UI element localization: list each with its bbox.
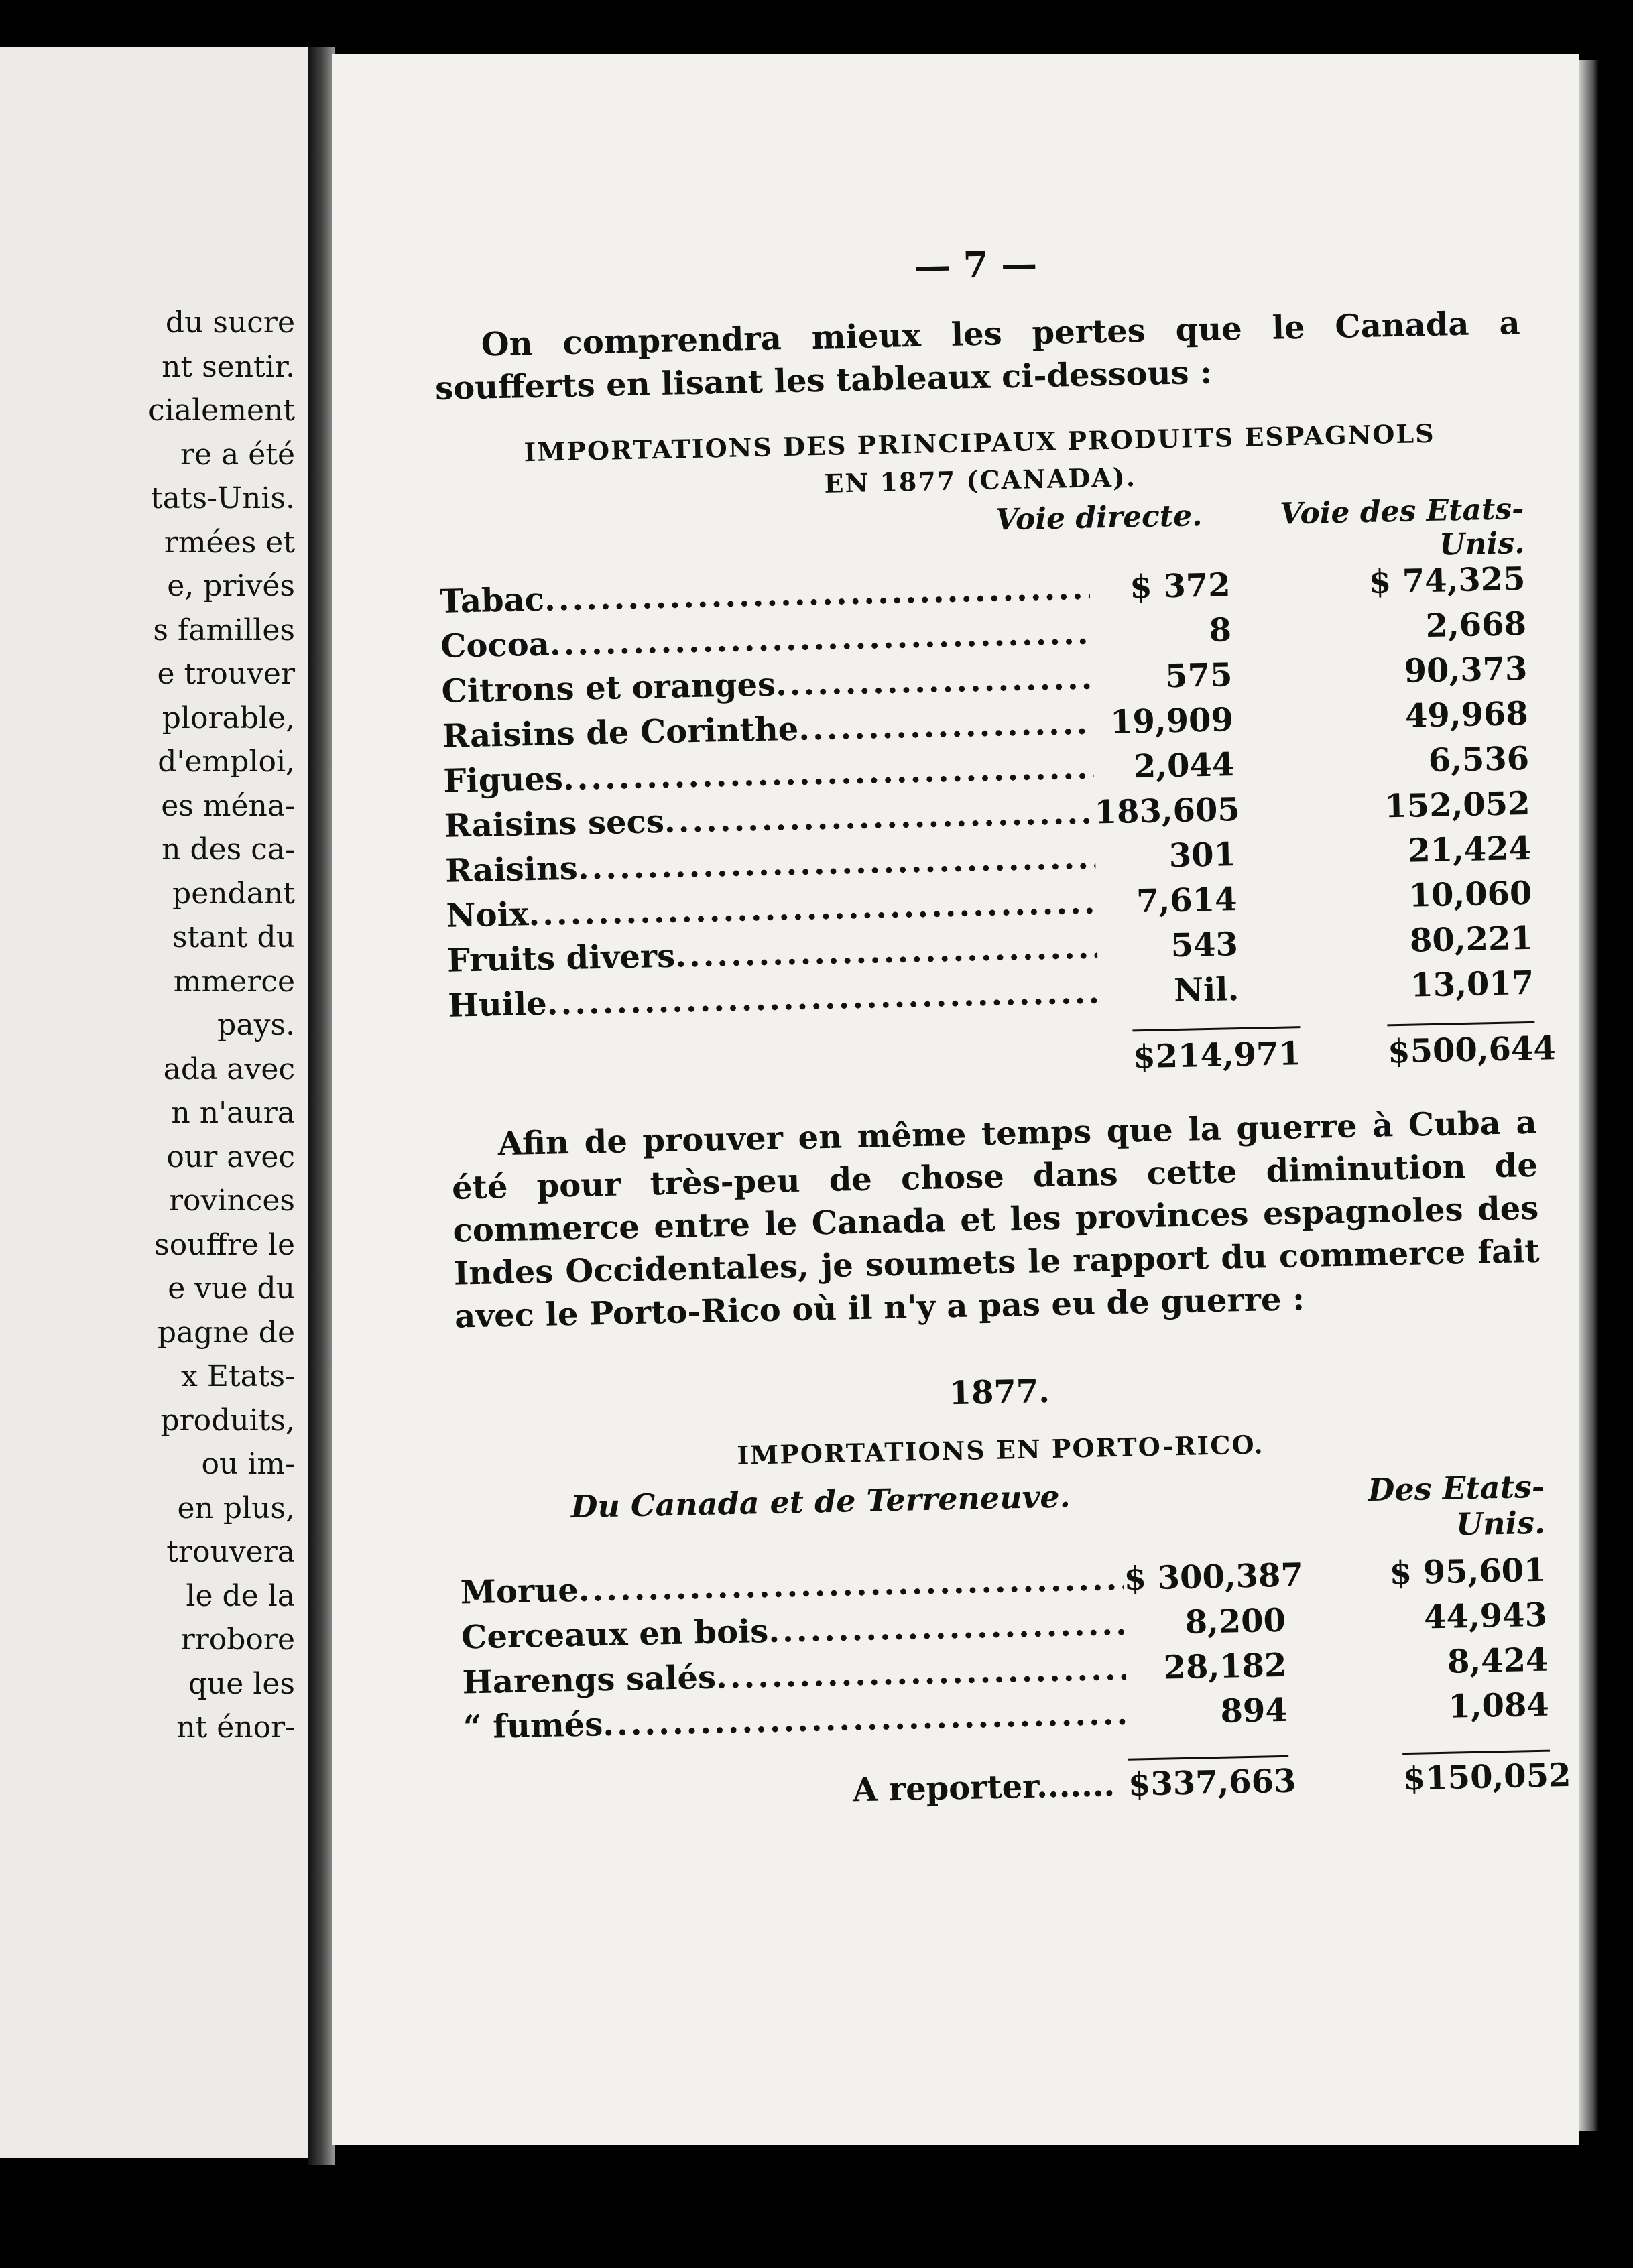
left-text-line: re a été xyxy=(180,437,295,472)
left-text-line: s familles xyxy=(153,613,295,647)
left-text-line: n n'aura xyxy=(171,1096,295,1130)
left-page xyxy=(0,47,315,2158)
left-text-line: ou im- xyxy=(201,1447,295,1481)
row-label: Cocoa xyxy=(440,625,550,666)
table2-body xyxy=(460,1552,1549,1754)
leader-dots xyxy=(798,704,1093,748)
table1-col-us: Voie des Etats-Unis. xyxy=(1279,491,1525,562)
row-value-col1: 19,909 xyxy=(1109,701,1234,741)
row-label: Morue xyxy=(460,1571,579,1612)
table1-title-line1: IMPORTATIONS DES PRINCIPAUX PRODUITS ESPAGNOLS xyxy=(524,418,1435,468)
table1-body xyxy=(439,560,1534,1032)
table1-col-direct: Voie directe. xyxy=(995,499,1203,538)
left-text-line: e trouver xyxy=(157,657,295,691)
left-text-line: stant du xyxy=(172,920,295,954)
row-label: Huile xyxy=(447,985,548,1025)
table2-total-row xyxy=(464,1750,1571,1818)
row-label: Cerceaux en bois xyxy=(461,1612,769,1657)
row-value-col2: 80,221 xyxy=(1409,919,1534,960)
page-edge xyxy=(1579,60,1599,2131)
row-value-col2: 6,536 xyxy=(1428,739,1530,780)
row-value-col1: Nil. xyxy=(1173,970,1239,1010)
left-text-line: e vue du xyxy=(168,1271,295,1306)
row-value-col1: 8 xyxy=(1209,611,1232,649)
row-value-col2: 152,052 xyxy=(1384,784,1531,826)
left-text-line: es ména- xyxy=(161,788,295,823)
row-label: Raisins secs xyxy=(444,802,665,845)
row-value-col2: 90,373 xyxy=(1404,649,1528,690)
left-text-line: rrobore xyxy=(180,1623,295,1657)
left-text-line: x Etats- xyxy=(181,1359,295,1393)
left-text-line: our avec xyxy=(166,1139,295,1174)
book-gutter xyxy=(308,47,335,2165)
left-text-line: que les xyxy=(188,1666,295,1701)
row-label: “ fumés xyxy=(463,1706,603,1747)
left-text-line: pays. xyxy=(217,1008,295,1042)
row-label: Raisins xyxy=(444,849,579,890)
row-value-col2: 10,060 xyxy=(1408,874,1532,915)
row-value-col1: 183,605 xyxy=(1094,790,1241,832)
row-value-col2: 49,968 xyxy=(1404,694,1529,735)
page-content xyxy=(432,232,1571,1817)
row-value-col1: $ 300,387 xyxy=(1124,1556,1304,1598)
leader-dots xyxy=(775,659,1092,704)
row-value-col1: $ 372 xyxy=(1129,566,1231,607)
right-page xyxy=(332,54,1579,2145)
table1-totals xyxy=(449,1021,1557,1090)
left-text-line: souffre le xyxy=(154,1227,295,1262)
left-text-line: nt énor- xyxy=(176,1710,295,1745)
page-number: — 7 — xyxy=(914,242,1038,288)
left-text-line: rmées et xyxy=(164,525,295,560)
left-text-line: produits, xyxy=(160,1403,295,1438)
left-text-line: trouvera xyxy=(166,1535,295,1569)
row-label: Harengs salés xyxy=(462,1658,717,1702)
left-text-line: n des ca- xyxy=(162,832,295,867)
row-value-col2: $ 74,325 xyxy=(1368,560,1526,601)
left-text-line: mmerce xyxy=(173,964,295,999)
table2-total-us: $150,052 xyxy=(1402,1750,1551,1798)
left-text-line: cialement xyxy=(148,393,295,428)
row-value-col1: 543 xyxy=(1170,926,1239,965)
row-value-col1: 8,200 xyxy=(1185,1601,1286,1641)
row-value-col1: 7,614 xyxy=(1136,881,1237,921)
leader-dots xyxy=(768,1605,1126,1650)
row-value-col2: 13,017 xyxy=(1410,964,1534,1005)
table1-total-direct: $214,971 xyxy=(1132,1026,1301,1076)
left-text-line: le de la xyxy=(186,1578,295,1613)
table2-col-canada: Du Canada et de Terreneuve. xyxy=(570,1478,1071,1525)
left-text-line: du sucre xyxy=(165,306,295,340)
intro-paragraph: On comprendra mieux les pertes que le Canada a soufferts en lisant les tableaux ci-dessous : xyxy=(434,304,1521,407)
left-text-line: nt sentir. xyxy=(162,349,295,384)
table2-title: IMPORTATIONS EN PORTO-RICO. xyxy=(736,1429,1265,1470)
left-text-line: tats-Unis. xyxy=(150,481,295,515)
year-heading: 1877. xyxy=(949,1373,1050,1413)
leader-dots xyxy=(578,1560,1124,1609)
row-value-col2: $ 95,601 xyxy=(1389,1551,1547,1592)
table2-total-canada: $337,663 xyxy=(1128,1755,1289,1804)
left-text-line: pendant xyxy=(172,876,295,911)
leader-dots xyxy=(715,1650,1126,1696)
table1-title-line2: EN 1877 (CANADA). xyxy=(824,462,1137,499)
row-value-col1: 894 xyxy=(1219,1691,1288,1730)
row-label: Figues xyxy=(442,760,564,800)
table2-total-label: A reporter....... xyxy=(852,1766,1115,1810)
left-text-line: pagne de xyxy=(157,1315,295,1350)
row-label: Raisins de Corinthe xyxy=(442,710,799,755)
left-text-line: rovinces xyxy=(168,1184,295,1218)
row-value-col2: 8,424 xyxy=(1447,1641,1549,1681)
left-text-line: plorable, xyxy=(162,700,295,735)
row-label: Noix xyxy=(446,895,529,935)
body-paragraph: Afin de prouver en même temps que la guerre à Cuba a été pour très-peu de chose dans cette diminution de commerce entre le Canada et les provinces espagnoles des Indes Occidentales, je soumets le rapport du commerce fait avec le Porto-Rico où il n'y a pas eu de guerre : xyxy=(451,1103,1540,1336)
table1-total-us: $500,644 xyxy=(1387,1021,1535,1071)
left-text-line: e, privés xyxy=(167,569,295,603)
table2-column-headers xyxy=(459,1468,1546,1564)
row-value-col2: 44,943 xyxy=(1423,1596,1548,1637)
row-value-col2: 2,668 xyxy=(1425,605,1527,645)
row-value-col2: 21,424 xyxy=(1407,829,1532,870)
leader-dots xyxy=(675,928,1098,974)
row-value-col1: 301 xyxy=(1168,836,1237,875)
row-value-col1: 28,182 xyxy=(1163,1646,1287,1687)
table2-col-us: Des Etats-Unis. xyxy=(1367,1468,1546,1543)
row-label: Fruits divers xyxy=(446,937,676,980)
row-value-col2: 1,084 xyxy=(1447,1686,1550,1726)
left-text-line: ada avec xyxy=(163,1052,295,1086)
row-value-col1: 2,044 xyxy=(1133,746,1235,786)
row-value-col1: 575 xyxy=(1164,656,1233,696)
row-label: Tabac xyxy=(439,580,545,621)
left-text-line: d'emploi, xyxy=(158,745,295,779)
left-text-line: en plus, xyxy=(177,1491,295,1525)
row-label: Citrons et oranges xyxy=(441,666,776,710)
